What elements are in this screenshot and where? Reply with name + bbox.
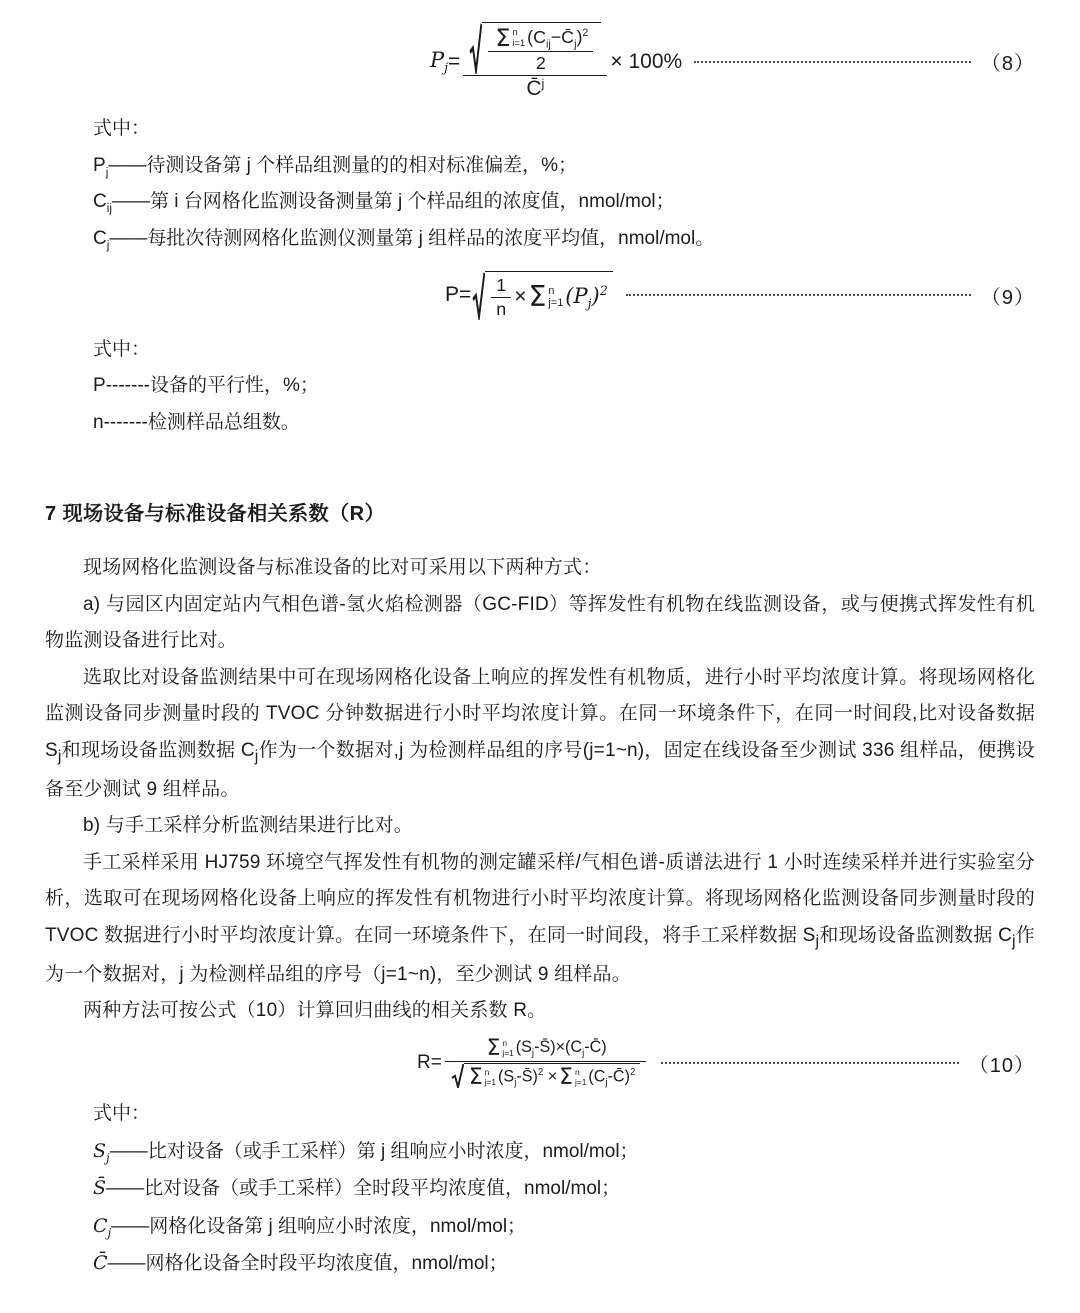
section-7-heading: 7 现场设备与标准设备相关系数（R） bbox=[45, 503, 386, 526]
radical-sign-icon bbox=[472, 271, 485, 320]
formula-10-denominator-term-2: $(C_j-C̄)^2$ bbox=[588, 1066, 636, 1089]
equation-number-8: （8） bbox=[980, 53, 1035, 76]
formula-8-outer-fraction bbox=[463, 22, 607, 101]
summation: Σ n j=1 bbox=[559, 1064, 587, 1090]
dotted-leader bbox=[661, 1062, 958, 1064]
formula-10-numerator-term: $(S_j-S̄)\times(C_j-C̄)$ bbox=[515, 1038, 607, 1060]
paragraph-b-detail: 手工采样采用 HJ759 环境空气挥发性有机物的测定罐采样/气相色谱-质谱法进行 1 小时连续采样并进行实验室分析，选取可在现场网格化设备上响应的挥发性有机物进行小时平均浓度计算。将现场网格化监测设备同步测量时段的 TVOC 数据进行小时平均浓度计算。在同一环境条件下，在同一时间段，将手工采样数据 $S_j$和现场设备监测数据 $C_j$作为一个数据对，j 为检测样品组的序号（j=1~n)，至少测试 9 组样品。 bbox=[45, 851, 1036, 985]
definition-cbar: C̄——网格化设备全时段平均浓度值，nmol/mol； bbox=[93, 1252, 508, 1275]
paragraph-b: b) 与手工采样分析监测结果进行比对。 bbox=[83, 815, 413, 837]
formula-8-expression: $P_j$ = Σ n i=1 $(C_{ij}-C̄_j)^2$ 2 C̄ j × 100% bbox=[430, 24, 683, 101]
definition-cij: $C_{ij}——$第 i 台网格化监测设备测量第 j 个样品组的浓度值，nmol/mol； bbox=[93, 191, 675, 215]
paragraph-a-detail: 选取比对设备监测结果中可在现场网格化设备上响应的挥发性有机物质，进行小时平均浓度计算。将现场网格化监测设备同步测量时段的 TVOC 分钟数据进行小时平均浓度计算。在同一环境条件下，在同一时间段,比对设备数据 $S_j$和现场设备监测数据 $C_j$作为一个数据对,j 为检测样品组的序号(j=1~n)，固定在线设备至少测试 336 组样品，便携设备至少测试 9 组样品。 bbox=[45, 666, 1035, 800]
paragraph-intro: 现场网格化监测设备与标准设备的比对可采用以下两种方式： bbox=[83, 557, 602, 579]
definition-pj: $P_j——$待测设备第 j 个样品组测量的的相对标准偏差，%； bbox=[93, 154, 577, 179]
definition-cj-grid: $C_j——$网格化设备第 j 组响应小时浓度，nmol/mol； bbox=[93, 1214, 527, 1240]
formula-10-fraction bbox=[445, 1035, 647, 1090]
where-label-2: 式中： bbox=[93, 338, 151, 360]
summation: Σ n j=1 bbox=[486, 1035, 514, 1061]
sqrt-radical bbox=[451, 1063, 641, 1089]
formula-9 bbox=[45, 271, 1035, 320]
equation-number-10: （10） bbox=[968, 1054, 1035, 1077]
summation: Σ n i=1 bbox=[495, 24, 526, 52]
paragraph-formula10-intro: 两种方法可按公式（10）计算回归曲线的相关系数 R。 bbox=[83, 1000, 547, 1022]
formula-8-lhs: $P_j$ bbox=[430, 47, 449, 76]
definition-p: P-------设备的平行性，%； bbox=[93, 375, 319, 397]
definition-n: n-------检测样品总组数。 bbox=[93, 411, 300, 433]
equation-number-9: （9） bbox=[980, 286, 1035, 309]
summation: Σ n j=1 bbox=[528, 280, 564, 314]
formula-8 bbox=[45, 22, 1035, 101]
summation: Σ n j=1 bbox=[468, 1064, 497, 1090]
formula-10 bbox=[45, 1035, 1035, 1090]
formula-8-squared-term: $(C_{ij}-C̄_j)^2$ bbox=[527, 26, 589, 51]
formula-9-expression: P = $\frac{1}{n}$ × Σ n j=1 $(P_j)^2$ bbox=[445, 271, 614, 320]
paragraph-a: a) 与园区内固定站内气相色谱-氢火焰检测器（GC-FID）等挥发性有机物在线监测设备，或与便携式挥发性有机物监测设备进行比对。 bbox=[45, 593, 1035, 652]
formula-10-lhs: R bbox=[417, 1052, 431, 1074]
formula-10-denominator-term-1: $(S_j-S̄)^2$ × bbox=[498, 1066, 558, 1089]
radical-sign-icon bbox=[451, 1063, 464, 1089]
formula-9-squared-term: $(P_j)^2$ bbox=[565, 283, 608, 312]
dotted-leader bbox=[694, 61, 971, 63]
sqrt-radical bbox=[469, 22, 601, 74]
formula-8-denominator: C̄ j bbox=[463, 75, 607, 101]
sqrt-radical: $\frac{1}{n}$ × Σ n j=1 $(P_j)^2$ bbox=[472, 271, 612, 320]
where-label-3: 式中： bbox=[93, 1103, 151, 1125]
formula-9-lhs: P bbox=[445, 283, 460, 307]
definition-cj: $C_j——$每批次待测网格化监测仪测量第 j 组样品的浓度平均值，nmol/mol。 bbox=[93, 227, 715, 252]
dotted-leader bbox=[626, 294, 971, 296]
formula-10-expression: R = Σ n j=1 $(S_j-S̄)\times(C_j-C̄)$ Σ n j=1 $(S_j-S̄)^2$ × Σ n j=1 $(C_j-C̄)^2$ bbox=[417, 1038, 649, 1089]
formula-8-inner-fraction: Σ n i=1 $(C_{ij}-C̄_j)^2$ 2 bbox=[488, 26, 593, 74]
formula-9-fraction: $\frac{1}{n}$ bbox=[491, 275, 511, 320]
radical-sign-icon bbox=[469, 22, 482, 74]
definition-sj: $S_j——$比对设备（或手工采样）第 j 组响应小时浓度，nmol/mol； bbox=[93, 1139, 639, 1165]
where-label-1: 式中： bbox=[93, 118, 151, 140]
definition-sbar: S̄——比对设备（或手工采样）全时段平均浓度值，nmol/mol； bbox=[93, 1177, 621, 1200]
